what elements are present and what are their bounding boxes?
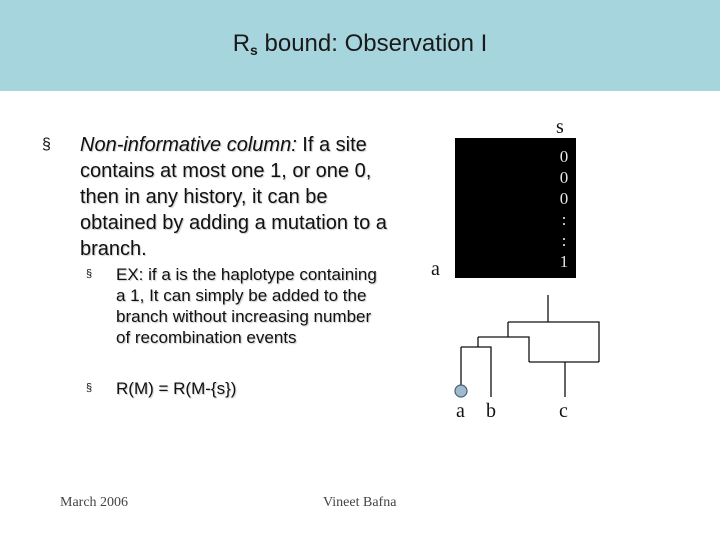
- mutation-node-icon: [455, 385, 467, 397]
- column-value: 0: [559, 147, 569, 166]
- leaf-label-c: c: [559, 400, 568, 422]
- sub-bullet-example: [86, 264, 386, 348]
- leaf-label-a: a: [456, 400, 465, 422]
- column-label: s: [556, 116, 564, 138]
- sub-bullet-marker-icon: §: [86, 268, 93, 280]
- column-value: 1: [559, 252, 569, 271]
- column-value: :: [561, 231, 567, 250]
- main-bullet-text: [80, 132, 392, 262]
- main-bullet: [42, 132, 392, 262]
- bullet-marker-icon: §: [42, 136, 51, 153]
- leaf-label-b: b: [486, 400, 496, 422]
- footer-author: Vineet Bafna: [323, 495, 397, 510]
- column-value: 0: [559, 189, 569, 208]
- column-value: 0: [559, 168, 569, 187]
- row-label: a: [431, 258, 440, 280]
- slide-title: $R_s$ bound: Observation I: [232, 30, 488, 58]
- footer-date: March 2006: [60, 495, 129, 510]
- tree-branch: [478, 337, 529, 362]
- sub-bullet-text: R(M) = R(M-{s}): [116, 379, 237, 398]
- sub-bullet-text: EX: if a is the haplotype containing a 1, It can simply be added to the branch without increasing number of recombination events: [116, 265, 377, 347]
- column-values: [555, 146, 573, 272]
- main-bullet-term: Non-informative column:: [80, 134, 297, 156]
- main-bullet-body: If a site contains at most one 1, or one 0, then in any history, it can be obtained by adding a mutation to a branch.: [80, 134, 387, 260]
- sub-bullet-marker-icon: §: [86, 382, 93, 394]
- column-value: :: [561, 210, 567, 229]
- genealogy-tree: [440, 295, 610, 425]
- tree-branch: [508, 322, 599, 362]
- sub-bullet-equation: [86, 378, 386, 399]
